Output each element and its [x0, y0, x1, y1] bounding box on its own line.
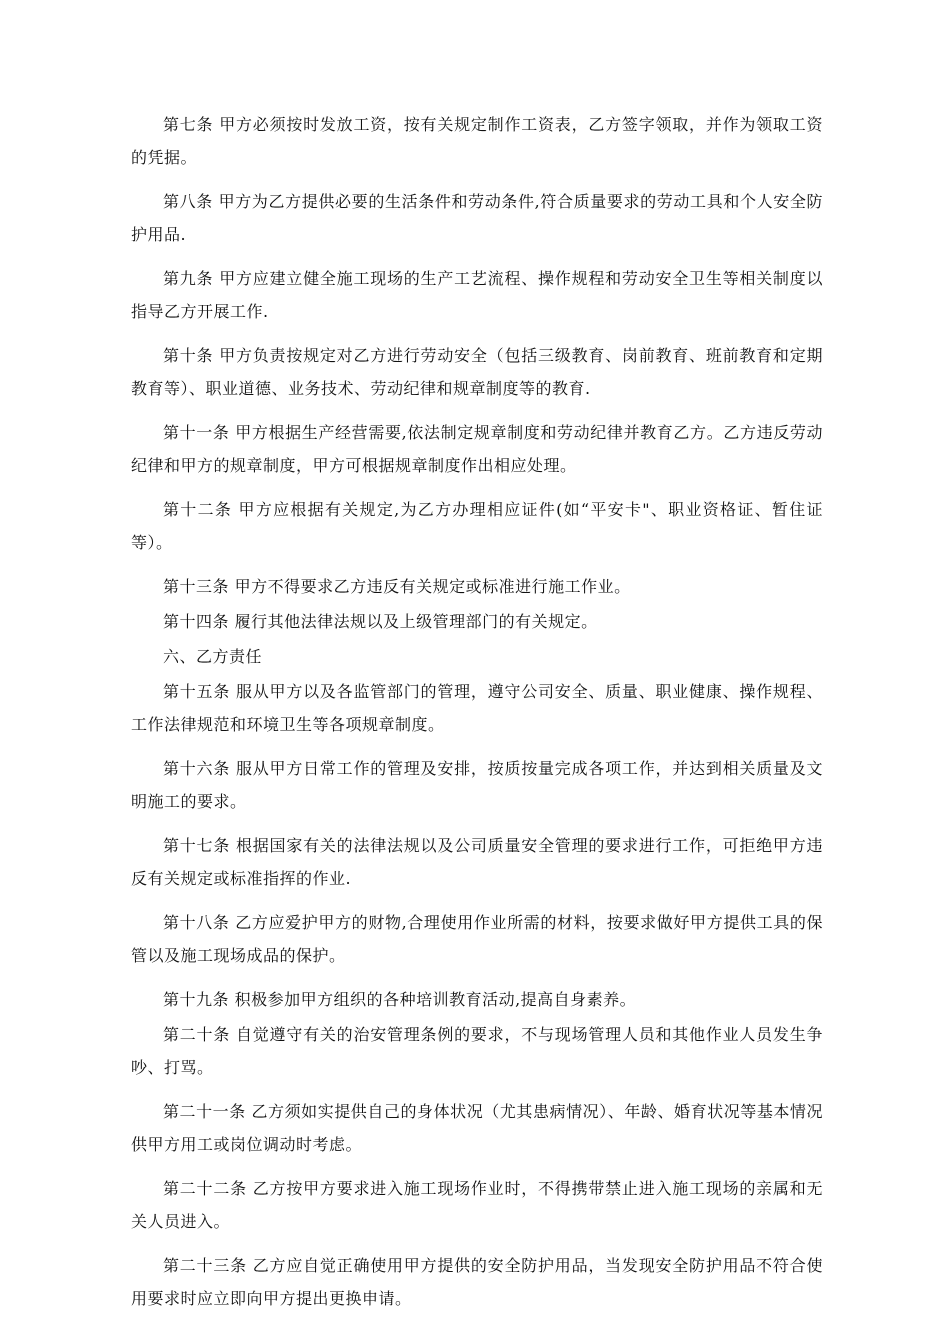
clause-17: 第十七条 根据国家有关的法律法规以及公司质量安全管理的要求进行工作，可拒绝甲方违反有关规定或标准指挥的作业.	[131, 836, 823, 888]
section-heading-party-b: 六、乙方责任	[163, 647, 263, 666]
clause-13: 第十三条 甲方不得要求乙方违反有关规定或标准进行施工作业。	[163, 577, 631, 596]
clause-16: 第十六条 服从甲方日常工作的管理及安排，按质按量完成各项工作，并达到相关质量及文明施工的要求。	[131, 759, 823, 811]
clause-18: 第十八条 乙方应爱护甲方的财物,合理使用作业所需的材料，按要求做好甲方提供工具的保管以及施工现场成品的保护。	[131, 913, 823, 965]
clause-8: 第八条 甲方为乙方提供必要的生活条件和劳动条件,符合质量要求的劳动工具和个人安全防护用品.	[131, 192, 823, 244]
clause-7: 第七条 甲方必须按时发放工资，按有关规定制作工资表，乙方签字领取，并作为领取工资的凭据。	[131, 115, 823, 167]
clause-20: 第二十条 自觉遵守有关的治安管理条例的要求，不与现场管理人员和其他作业人员发生争吵、打骂。	[131, 1025, 823, 1077]
document-body	[131, 108, 823, 1326]
clause-12: 第十二条 甲方应根据有关规定,为乙方办理相应证件(如“平安卡"、职业资格证、暂住证等）。	[131, 500, 823, 552]
clause-22: 第二十二条 乙方按甲方要求进入施工现场作业时，不得携带禁止进入施工现场的亲属和无关人员进入。	[131, 1179, 823, 1231]
clause-14: 第十四条 履行其他法律法规以及上级管理部门的有关规定。	[163, 612, 598, 631]
clause-9: 第九条 甲方应建立健全施工现场的生产工艺流程、操作规程和劳动安全卫生等相关制度以指导乙方开展工作.	[131, 269, 823, 321]
clause-19: 第十九条 积极参加甲方组织的各种培训教育活动,提高自身素养。	[163, 990, 637, 1009]
clause-23: 第二十三条 乙方应自觉正确使用甲方提供的安全防护用品，当发现安全防护用品不符合使用要求时应立即向甲方提出更换申请。	[131, 1256, 823, 1308]
clause-21: 第二十一条 乙方须如实提供自己的身体状况（尤其患病情况）、年龄、婚育状况等基本情况供甲方用工或岗位调动时考虑。	[131, 1102, 823, 1154]
clause-15: 第十五条 服从甲方以及各监管部门的管理，遵守公司安全、质量、职业健康、操作规程、工作法律规范和环境卫生等各项规章制度。	[131, 682, 823, 734]
clause-11: 第十一条 甲方根据生产经营需要,依法制定规章制度和劳动纪律并教育乙方。乙方违反劳动纪律和甲方的规章制度，甲方可根据规章制度作出相应处理。	[131, 423, 823, 475]
clause-10: 第十条 甲方负责按规定对乙方进行劳动安全（包括三级教育、岗前教育、班前教育和定期教育等）、职业道德、业务技术、劳动纪律和规章制度等的教育.	[131, 346, 823, 398]
